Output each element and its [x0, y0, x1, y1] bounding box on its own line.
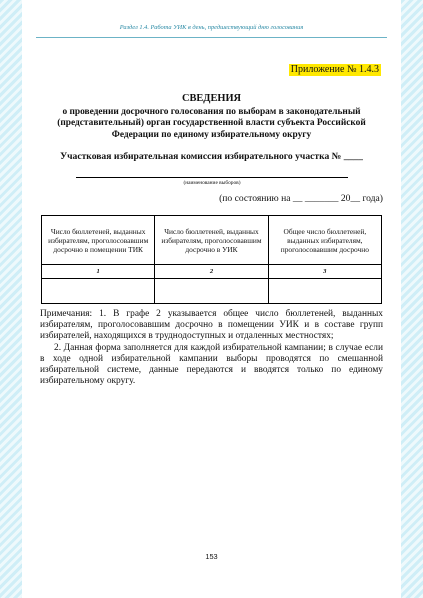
as-of-date: (по состоянию на __ _______ 20__ года)	[219, 193, 383, 204]
table-cell	[42, 279, 155, 304]
elections-name-blank	[76, 177, 348, 178]
table-cell	[155, 279, 268, 304]
column-number: 3	[268, 265, 381, 279]
table-cell	[268, 279, 381, 304]
column-number: 1	[42, 265, 155, 279]
table-number-row	[42, 265, 382, 279]
table-header-cell: Общее число бюллетеней, выданных избирателям, проголосовавшим досрочно	[268, 216, 381, 265]
header-divider	[36, 37, 387, 38]
elections-caption: (наименование выборов)	[183, 180, 241, 186]
note-2: 2. Данная форма заполняется для каждой избирательной кампании; в случае если в ходе одной избирательной кампании выборы проводятся по смешанной избирательной системе, данные передаются и вводятся только по единому избирательному округу.	[40, 342, 383, 387]
table-data-row	[42, 279, 382, 304]
page-number: 153	[205, 552, 218, 561]
running-header: Раздел 1.4. Работа УИК в день, предшествующий дню голосования	[119, 24, 304, 31]
table-header-cell: Число бюллетеней, выданных избирателям, проголосовавшим досрочно в УИК	[155, 216, 268, 265]
note-1: Примечания: 1. В графе 2 указывается общее число бюллетеней, выданных избирателям, проголосовавшим досрочно в помещении УИК и в составе групп избирателей, находящихся в труднодоступных и отдаленных местностях;	[40, 309, 383, 342]
appendix-label: Приложение № 1.4.3	[290, 64, 379, 75]
table-header-cell: Число бюллетеней, выданных избирателям, проголосовавшим досрочно в помещении ТИК	[42, 216, 155, 265]
column-number: 2	[155, 265, 268, 279]
voting-data-table	[41, 215, 382, 304]
right-decorative-stripe	[401, 0, 423, 598]
left-decorative-stripe	[0, 0, 22, 598]
document-title: СВЕДЕНИЯ	[181, 93, 242, 104]
notes-section	[40, 309, 383, 387]
document-subtitle: о проведении досрочного голосования по выборам в законодательный (представительный) орган государственной власти субъекта Российской Федерации по единому избирательному округу	[57, 107, 366, 140]
table-header-row	[42, 216, 382, 265]
commission-line: Участковая избирательная комиссия избирательного участка № ____	[60, 151, 363, 162]
